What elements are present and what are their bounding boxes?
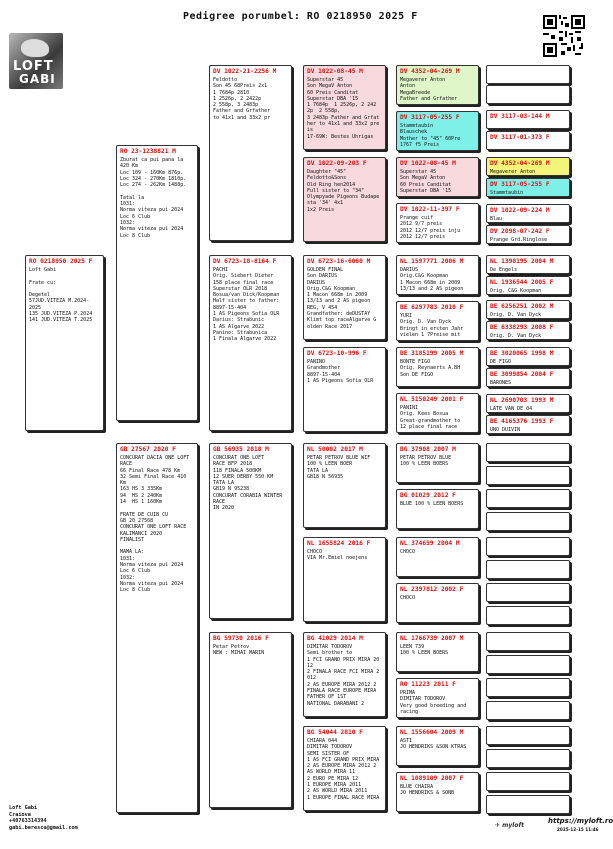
pigeon-notes: Daughter "45" Feldotto&Sons Old Ring hen2014 Full sister to "34" Olympyade Pigeons Budape sta '34' 4x1 1x2 Preis <box>307 169 380 213</box>
pedigree-card-subject[interactable] <box>25 255 104 431</box>
ring-number: BG 54044 2010 F <box>307 729 363 736</box>
ring-number: DV 1022-21-2256 M <box>213 68 277 75</box>
logo-text-2: GABI <box>19 72 56 86</box>
ring-number: GB 27567 2020 F <box>120 446 176 453</box>
pedigree-card-gen5[interactable] <box>396 203 479 243</box>
pigeon-icon <box>21 39 49 57</box>
pedigree-card-gen5[interactable] <box>396 537 479 577</box>
ring-number: DV 1022-08-45 M <box>400 160 456 167</box>
pigeon-notes: PRIMA DIMITAR TODOROV Very good breeding and racing <box>400 690 467 715</box>
pedigree-card-gen6[interactable] <box>486 65 570 84</box>
pedigree-card-gen5[interactable] <box>396 632 479 672</box>
pigeon-notes: PANINO Grandmother 8897-15-404 1 AS Pigeons Sofia OLR <box>307 359 374 384</box>
pedigree-card-empty <box>486 772 570 791</box>
ring-number: NL 2397812 2002 F <box>400 586 464 593</box>
footer-city: Craiova <box>9 811 31 818</box>
pigeon-notes: Stammtaubin <box>490 190 524 196</box>
footer-url[interactable]: https://myloft.ro <box>548 817 613 825</box>
ring-number: DV 4352-04-269 M <box>490 160 550 167</box>
pedigree-card-gen5[interactable] <box>396 65 479 105</box>
pigeon-notes: PANINI Orig. Kees Bosua Great-grandmother to 12 place final race <box>400 405 461 430</box>
pigeon-notes: YURI Orig. D. Van Dyck Bringt in ersten Jahr vielen 1 7Preise mit <box>400 313 464 338</box>
ring-number: RO 23-1238821 M <box>120 148 176 155</box>
pigeon-notes: CHOCO <box>400 549 416 555</box>
pedigree-card-gen5[interactable] <box>396 255 479 295</box>
pedigree-card-gen6[interactable] <box>486 131 570 150</box>
pedigree-card-gen6[interactable] <box>486 300 570 319</box>
logo-text-1: LOFT <box>13 59 54 74</box>
pigeon-notes: Megaverer Anton <box>490 169 536 175</box>
pigeon-notes: Petar Petrov NEW : MIHAI MARIN <box>213 644 265 657</box>
ring-number: DV 3117-01-373 F <box>490 134 550 141</box>
pigeon-notes: Superstar 45 Son MegaV Anton 60 Preis Canditat Superstar DBA '15 <box>400 169 452 194</box>
pigeon-notes: Blau <box>490 216 503 222</box>
pedigree-card-gen5[interactable] <box>396 157 479 197</box>
footer-phone: +40763314394 <box>9 818 47 824</box>
pedigree-card-gen5[interactable] <box>396 347 479 387</box>
pedigree-card-gen6[interactable] <box>486 110 570 129</box>
pedigree-card-gen5[interactable] <box>396 772 479 812</box>
pigeon-notes: DARIUS Orig.C&G Koopman 1 Macon 668m in 2009 13/13 and 2 AS pigeon <box>400 267 464 292</box>
ring-number: BG 59730 2016 F <box>213 635 269 642</box>
pedigree-card-gen4[interactable] <box>303 255 386 340</box>
pedigree-card-empty <box>486 749 570 768</box>
pigeon-notes: BLUE 100 % LEEN BOERS <box>400 501 464 507</box>
pedigree-card-gen6[interactable] <box>486 394 570 413</box>
pedigree-card-empty <box>486 606 570 625</box>
ring-number: GB 56935 2018 M <box>213 446 269 453</box>
pedigree-card-gen3[interactable] <box>209 255 292 431</box>
ring-number: NL 2690703 1993 M <box>490 397 554 404</box>
pigeon-notes <box>487 89 569 91</box>
ring-number: BE 3185199 2005 M <box>400 350 464 357</box>
pedigree-card-empty <box>486 512 570 531</box>
ring-number: NL 374659 2004 M <box>400 540 460 547</box>
pigeon-notes: Loft Gabi Frate cu: Degetel 57JUD.VITEZA M.2024-2025 135 JUD.VITEZA P.2024 141 JUD.VITEZA T.2025 <box>29 267 93 324</box>
pigeon-notes: Zburat ca pui pana la 420 Km Loc 109 - 160Km 876p. Loc 324 - 270Km 1810p. Loc 274 - 262Km 1488p. Tatal la 1031: Norma viteza pui 2024 Loc 6 Club 1032: Norma viteza pui 2024 Loc 8 Club <box>120 157 187 239</box>
ring-number: DV 1022-09-224 M <box>490 207 550 214</box>
brand-logo <box>495 822 524 829</box>
pedigree-card-gen6[interactable] <box>486 85 570 104</box>
pedigree-card-empty <box>486 655 570 674</box>
pedigree-card-gen6[interactable] <box>486 255 570 274</box>
pedigree-card-gen6[interactable] <box>486 157 570 176</box>
pedigree-card-gen6[interactable] <box>486 225 570 244</box>
pedigree-card-gen4[interactable] <box>303 347 386 432</box>
ring-number: NL 5150249 2001 F <box>400 396 464 403</box>
pedigree-card-empty <box>486 489 570 508</box>
ring-number: NL 1655824 2016 F <box>307 540 371 547</box>
pedigree-card-gen4[interactable] <box>303 443 386 528</box>
pigeon-notes: Feldotto Son 45 68Preis 2x1 1 7684p 2810 1 2526p, 2 2422p 2 558p, 3 2483p Father and Grfather to 41x1 and 33x2 pr <box>213 77 271 121</box>
pigeon-notes: BONTE FIGO Orig. Reynaerts A.BH Son DE FIGO <box>400 359 461 378</box>
pedigree-card-gen6[interactable] <box>486 178 570 197</box>
pigeon-notes: Prange Grd.Ringlose <box>490 237 548 243</box>
ring-number: DV 6723-16-6060 M <box>307 258 371 265</box>
ring-number: NL 50002 2017 M <box>307 446 363 453</box>
ring-number: DV 1022-11-397 F <box>400 206 460 213</box>
pedigree-card-gen4[interactable] <box>303 65 386 150</box>
pedigree-card-sire[interactable] <box>116 145 198 421</box>
brand-text: myloft <box>502 822 524 829</box>
ring-number: DV 2098-07-242 F <box>490 228 550 235</box>
footer-email[interactable]: gabi.berescu@gmail.com <box>9 824 78 831</box>
ring-number: BG 37908 2007 M <box>400 446 456 453</box>
pigeon-notes: De Engels <box>490 267 518 273</box>
pigeon-notes: ASTI JO HENDRIKS &SON KTRAS <box>400 738 467 751</box>
pedigree-card-empty <box>486 583 570 602</box>
pedigree-card-empty <box>486 560 570 579</box>
pigeon-notes: CHOCO VIA Mr.Emiel noejens <box>307 549 368 562</box>
pedigree-card-gen5[interactable] <box>396 726 479 766</box>
footer-date: 2025-12-15 11:46 <box>557 827 599 832</box>
pigeon-notes: PETAR PETROV BLUE 100 % LEEN BOERS <box>400 455 452 468</box>
page-title: Pedigree porumbel: RO 0218950 2025 F <box>183 11 418 22</box>
pigeon-notes: PETAR PETROV BLUE WIF 100 % LEEN BOER TATA LA GB18 N 56935 <box>307 455 371 480</box>
pedigree-card-gen6[interactable] <box>486 276 570 295</box>
pedigree-card-gen3[interactable] <box>209 65 292 241</box>
pedigree-card-gen3[interactable] <box>209 632 292 808</box>
pedigree-card-gen5[interactable] <box>396 489 479 529</box>
footer-name: Loft Gabi <box>9 805 38 811</box>
pigeon-notes: BARONES <box>490 380 512 386</box>
ring-number: NL 1556604 2009 M <box>400 729 464 736</box>
pedigree-card-empty <box>486 466 570 485</box>
pedigree-card-empty <box>486 726 570 745</box>
ring-number: NL 1390195 2004 M <box>490 258 554 265</box>
ring-number: NL 1766739 2007 M <box>400 635 464 642</box>
pedigree-card-empty <box>486 795 570 814</box>
ring-number: BG 01029 2012 F <box>400 492 456 499</box>
pigeon-notes: LEEN 739 100 % LEEN BOERS <box>400 644 449 657</box>
qr-code <box>543 15 585 57</box>
pedigree-card-empty <box>486 537 570 556</box>
pedigree-card-gen4[interactable] <box>303 632 386 717</box>
pigeon-notes: Orig. D. Van Dyck <box>490 333 542 339</box>
ring-number: DV 4352-04-269 M <box>400 68 460 75</box>
pedigree-card-gen5[interactable] <box>396 111 479 151</box>
ring-number: NL 1089109 2007 F <box>400 775 464 782</box>
ring-number: BE 6256251 2002 M <box>490 303 554 310</box>
pigeon-notes: DE FIGO <box>490 359 512 365</box>
loft-logo <box>9 33 63 89</box>
ring-number: DV 3117-05-255 F <box>400 114 460 121</box>
pedigree-card-gen6[interactable] <box>486 368 570 387</box>
pedigree-card-gen5[interactable] <box>396 678 479 718</box>
pigeon-notes: LATE VAN DE 04 <box>490 406 533 412</box>
pedigree-card-empty <box>486 632 570 651</box>
ring-number: RO 11223 2011 F <box>400 681 456 688</box>
pedigree-card-gen5[interactable] <box>396 443 479 483</box>
pedigree-card-gen3[interactable] <box>209 443 292 619</box>
ring-number: BE 4165376 1993 F <box>490 418 554 425</box>
pedigree-card-gen4[interactable] <box>303 726 386 811</box>
pigeon-notes: Stammtaubin Blauschek Mother to "45" 60Pre 1767 f5 Preis <box>400 123 461 148</box>
ring-number: NL 1936544 2005 F <box>490 279 554 286</box>
pedigree-card-gen6[interactable] <box>486 415 570 434</box>
ring-number: DV 1022-09-203 F <box>307 160 367 167</box>
pigeon-notes: Orig. C&G Koopman <box>490 288 542 294</box>
ring-number: BE 6297783 2010 F <box>400 304 464 311</box>
pigeon-notes: CHOCO <box>400 595 416 601</box>
pedigree-card-empty <box>486 701 570 720</box>
pedigree-card-dam[interactable] <box>116 443 198 813</box>
pigeon-notes: DIMITAR TODOROV Semi brother to 1 FCI GRAND PRIX MIRA 20 12 2 FINALA RACE FCI MIRA 2 012 2 AS EUROPE MIRA 2012 2 FINALA RACE EUROPE MIRA FATHER OF 1ST NATIONAL DARABANI 2 <box>307 644 380 707</box>
ring-number: DV 3117-03-144 M <box>490 113 550 120</box>
pedigree-card-gen5[interactable] <box>396 301 479 341</box>
pedigree-card-gen6[interactable] <box>486 321 570 340</box>
pedigree-card-gen4[interactable] <box>303 537 386 622</box>
pigeon-notes: CONCURAT DACIA ONE LOFT RACE 66 Final Race 478 Km 32 Semi Final Race 410 Km 163 HS 3 335Km 94 HS 2 240Km 14 HS 1 160Km FRATE DE CUIB CU GB 20 27568 CONCURAT ONE LOFT RACE KALIMANCI 2020 FINALIST MAMA LA: 1031: Norma viteza pui 2024 Loc 6 Club 1032: Norma viteza pui 2024 Loc 8 Club <box>120 455 190 594</box>
pigeon-notes <box>487 121 569 123</box>
pedigree-card-empty <box>486 443 570 462</box>
ring-number: BE 3099054 2004 F <box>490 371 554 378</box>
ring-number: NL 1597771 2006 M <box>400 258 464 265</box>
pigeon-notes: CONCURAT ONE LOFT RACE BFP 2018 118 FINALA 500KM 12 SUER DERBY 550 KM TATA LA GB19 N 95238 CONCURAT CORABIA WINTER RACE IN 2020 <box>213 455 283 512</box>
pigeon-notes: Orig. D. Van Dyck <box>490 312 542 318</box>
pedigree-card-empty <box>486 678 570 697</box>
pedigree-card-gen4[interactable] <box>303 157 386 242</box>
pedigree-card-gen6[interactable] <box>486 204 570 223</box>
pigeon-notes: UNO DUIVIN <box>490 427 521 433</box>
pedigree-card-gen5[interactable] <box>396 393 479 433</box>
ring-number: RO 0218950 2025 F <box>29 258 93 265</box>
pedigree-card-gen6[interactable] <box>486 347 570 366</box>
pigeon-notes: Prange cuif 2012 9/7 preis 2012 12/7 preis inju 2012 12/7 preis <box>400 215 461 240</box>
ring-number: BE 3020065 1998 M <box>490 350 554 357</box>
bird-icon: ✈ <box>495 822 501 829</box>
ring-number: BG 41029 2014 M <box>307 635 363 642</box>
ring-number: DV 1022-08-45 M <box>307 68 363 75</box>
pigeon-notes: CHIARA 044 DIMITAR TODOROV SEMI SISTER OF 1 AS FCI GRAND PRIX MIRA 2 AS EUROPE MIRA 2012 2 AS WORLD MIRA 11 2 EURO PE MIRA 12 1 EUROPE MIRA 2011 2 AS WORLD MIRA 2011 1 EUROPE FINAL RACE MIRA <box>307 738 380 801</box>
pigeon-notes: Superstar 45 Son MegaV Anton 60 Preis Canditat Superstar DBA '15 1 7684p 1 2526p, 2 242 2p 2 558p, 3 2483p Father and Grfat her to 41x1 and 33x2 pre is 17-69W: Bestes Uhrigas <box>307 77 380 140</box>
pigeon-notes <box>487 142 569 144</box>
ring-number: BE 6338293 2008 F <box>490 324 554 331</box>
pigeon-notes: BLUE CHAIRA JO HENDRIKS & SONB <box>400 784 455 797</box>
ring-number: DV 3117-05-255 F <box>490 181 550 188</box>
ring-number: DV 6723-18-8164 F <box>213 258 277 265</box>
pedigree-card-gen5[interactable] <box>396 583 479 623</box>
pigeon-notes: GOLDEN FINAL Son DARIUS DARIUS Orig.C&G Koopman 1 Macon 668m in 2009 13/13 and 2 AS pigeon REG, V 454 Grandfather: deDUSTAY Klimt top raceAlgarve G olden Race 2017 <box>307 267 377 330</box>
pigeon-notes: PACHI Orig. Siebert Dieter 158 place final race Superstar OLR 2018 Bosua/van Dick/Koopman Half sister to father: 8897-15-404 1 AS Pigeons Sofia OLR Darius: Strabunic 1 AS Algarve 2022 Panino: Strabunica 1 Finala Algarve 2022 <box>213 267 280 343</box>
pigeon-notes <box>487 69 569 71</box>
ring-number: DV 6723-10-996 F <box>307 350 367 357</box>
pigeon-notes: Megaverer Anton Anton MegaBreede Father and Grfather <box>400 77 458 102</box>
